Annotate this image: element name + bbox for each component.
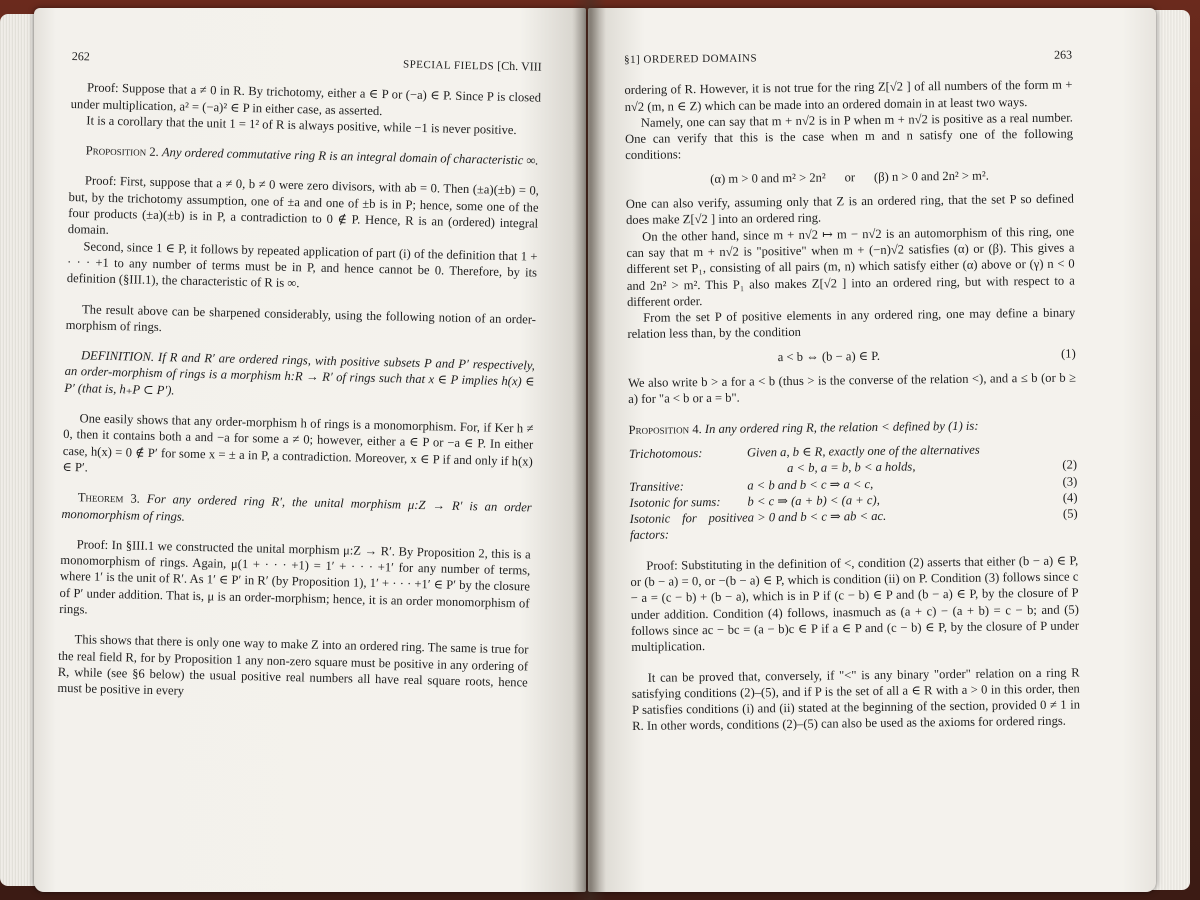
- condition-name: Isotonic for sums:: [629, 494, 721, 510]
- condition-beta: (β) n > 0 and 2n² > m².: [873, 168, 989, 184]
- proposition-4-text: In any ordered ring R, the relation < defined by (1) is:: [704, 418, 979, 436]
- right-page-text: [624, 47, 1080, 735]
- condition-number: (5): [1062, 506, 1078, 521]
- less-than-paragraph: From the set P of positive elements in any ordered ring, one may define a binary relation less than, by the condition: [627, 305, 1076, 342]
- proposition-2-text: Any ordered commutative ring R is an integral domain of characteristic ∞.: [161, 145, 539, 168]
- proof-4-paragraph: [630, 552, 1079, 655]
- condition-row: [630, 506, 1078, 544]
- condition-number: (4): [1062, 490, 1078, 505]
- automorphism-paragraph: On the other hand, since m + n√2 ↦ m − n√2 is an automorphism of this ring, one can say that m + n√2 is "positive" when m + (−n)√2 satisfies (α) or (β). This gives a different set P₁, consisting of all pairs (m, n) which satisfy either (α) above or (γ) n < 0 and 2n² > m². This P₁ also makes Z[√2 ] into an ordered ring, but with respect to a different order.: [626, 224, 1075, 309]
- theorem-3-text: For any ordered ring R′, the unital morphism μ:Z → R′ is an order monomorphism of rings.: [61, 492, 532, 524]
- condition-text: a < b and b < c ⇒ a < c,: [747, 476, 874, 493]
- left-page-number: 262: [71, 48, 90, 64]
- proof-3-paragraph: [59, 536, 531, 628]
- namely-paragraph: Namely, one can say that m + n√2 is in P when m + n√2 is positive as a real number. One can verify that this is the case when m and n satisfy one of the following conditions:: [624, 110, 1074, 163]
- proposition-4-label: Proposition 4.: [628, 421, 702, 437]
- condition-name: Isotonic for positive factors:: [629, 510, 748, 543]
- condition-text: Given a, b ∈ R, exactly one of the alternatives: [746, 442, 980, 460]
- condition-text: a < b, a = b, b < a holds,: [787, 459, 916, 476]
- proof-label: Proof:: [84, 173, 117, 189]
- definition-text: If R and R′ are ordered rings, with positive subsets P and P′ respectively, an order-morphism of rings is a morphism h:R → R′ of rings such that x ∈ P implies h(x) ∈ P′ (that is, h₊P ⊂ P′).: [64, 350, 536, 398]
- right-page-stack-edge: [1150, 10, 1190, 890]
- left-running-title: SPECIAL FIELDS: [402, 58, 495, 73]
- left-chapter-ref: [Ch. VIII: [497, 58, 542, 74]
- equation-1-number: (1): [1060, 346, 1076, 361]
- monomorphism-paragraph: One easily shows that any order-morphism h of rings is a monomorphism. For, if Ker h ≠ 0, then it contains both a and −a for some a ≠ 0; however, either a ∈ P or −a ∈ P. In either case, h(x) = 0 ∉ P′ for some x = ± a in P, a contradiction. Moreover, x ∈ P if and only if h(x) ∈ P′.: [62, 411, 534, 475]
- proof-1-text: Suppose that a ≠ 0 in R. By trichotomy, either a ∈ P or (−a) ∈ P. Since P is closed under multiplication, a² = (−a)² ∈ P in either case, as asserted.: [70, 81, 542, 118]
- closing-paragraph: This shows that there is only one way to make Z into an ordered ring. The same is true for the real field R, for by Proposition 1 any non-zero square must be positive in any ordering of R, while (see §6 below) the usual positive real numbers all have real square roots, hence must be positive in every: [57, 632, 529, 698]
- converse-proof-paragraph: It can be proved that, conversely, if "<" is any binary "order" relation on a ring R satisfying conditions (2)–(5), and if P is the set of all a ∈ R with a > 0 in this order, then P satisfies conditions (i) and (ii) stated at the beginning of the section, provided 0 ≠ 1 in R. In other words, conditions (2)–(5) can also be used as the axioms for ordered rings.: [631, 664, 1081, 734]
- condition-name: Transitive:: [629, 478, 684, 494]
- condition-name: [629, 473, 747, 474]
- condition-name: Trichotomous:: [628, 446, 703, 461]
- corollary-paragraph: It is a corollary that the unit 1 = 1² of R is always positive, while −1 is never positive.: [86, 113, 517, 137]
- proof-4-text: Substituting in the definition of <, condition (2) asserts that either (b − a) ∈ P, or (b − a) = 0, or −(b − a) ∈ P, which is condition (ii) on P. Condition (3) follows since c − a = (c − b) + (b − a), which is in P if (c − b) ∈ P and (b − a) ∈ P, by the closure of P under addition. Condition (4) follows, inasmuch as (a + c) − (a + b) = c − b; and (5) follows since ac − bc = (a − b)c ∈ P if a ∈ P and (c − b) ∈ P, by the closure of P under multiplication.: [630, 553, 1080, 655]
- condition-or: or: [844, 169, 856, 185]
- proof-3-text: In §III.1 we constructed the unital morphism μ:Z → R′. By Proposition 2, this is a monomorphism of rings. Again, μ(1 + · · · +1) = 1′ + · · · +1′ for any number of terms, where 1′ is the unit of R′. As 1′ ∈ P′ in R′ (by Proposition 1), 1′ + · · · +1′ ∈ P′ by the closure of P′ under addition. That is, μ is an order-morphism; hence, it is an order monomorphism of rings.: [59, 537, 531, 617]
- proof-label: Proof:: [86, 80, 119, 96]
- left-page-text: [57, 48, 542, 707]
- condition-alpha: (α) m > 0 and m² > 2n²: [710, 170, 826, 186]
- proof-2-second-paragraph: Second, since 1 ∈ P, it follows by repeated application of part (i) of the definition that 1 + · · · +1 to any number of terms must be in P, and hence cannot be 0. Therefore, by its definition (§III.1), the characteristic of R is ∞.: [66, 238, 538, 291]
- condition-text: b < c ⇒ (a + b) < (a + c),: [747, 492, 880, 509]
- proof-label: Proof:: [646, 558, 678, 573]
- sharpen-paragraph: The result above can be sharpened considerably, using the following notion of an order-morphism of rings.: [65, 301, 537, 334]
- proof-2-text: First, suppose that a ≠ 0, b ≠ 0 were zero divisors, with ab = 0. Then (±a)(±b) = 0, but, by the trichotomy assumption, one of ±a and one of ±b is in P; hence, some one of the four products (±a)(±b) is in P, a contradiction to 0 ∉ P. Hence, R is an (ordered) integral domain.: [67, 174, 540, 238]
- proposition-4-conditions: [629, 440, 1078, 543]
- continuation-paragraph: ordering of R. However, it is not true for the ring Z[√2 ] of all numbers of the form m + n√2 (m, n ∈ Z) which can be made into an ordered domain in at least two ways.: [624, 77, 1073, 114]
- converse-paragraph: We also write b > a for a < b (thus > is the converse of the relation <), and a ≤ b (or b ≥ a) for "a < b or a = b".: [627, 370, 1077, 407]
- proposition-2-label: Proposition 2.: [85, 143, 159, 160]
- equation-1-text: a < b ⇔ (b − a) ∈ P.: [777, 348, 881, 364]
- verify-paragraph: One can also verify, assuming only that Z is an ordered ring, that the set P so defined does make Z[√2 ] into an ordered ring.: [625, 191, 1074, 228]
- condition-text: a > 0 and b < c ⇒ ab < ac.: [747, 508, 887, 525]
- definition-label: DEFINITION.: [80, 348, 155, 365]
- proof-label: Proof:: [76, 537, 109, 552]
- right-page-number: 263: [1053, 47, 1073, 62]
- condition-number: (3): [1062, 474, 1078, 489]
- left-page-stack-edge: [0, 14, 38, 886]
- theorem-3-label: Theorem 3.: [77, 490, 141, 506]
- condition-number: (2): [1062, 457, 1078, 472]
- proof-2-paragraph: [68, 172, 539, 248]
- right-running-title: §1] ORDERED DOMAINS: [624, 52, 758, 66]
